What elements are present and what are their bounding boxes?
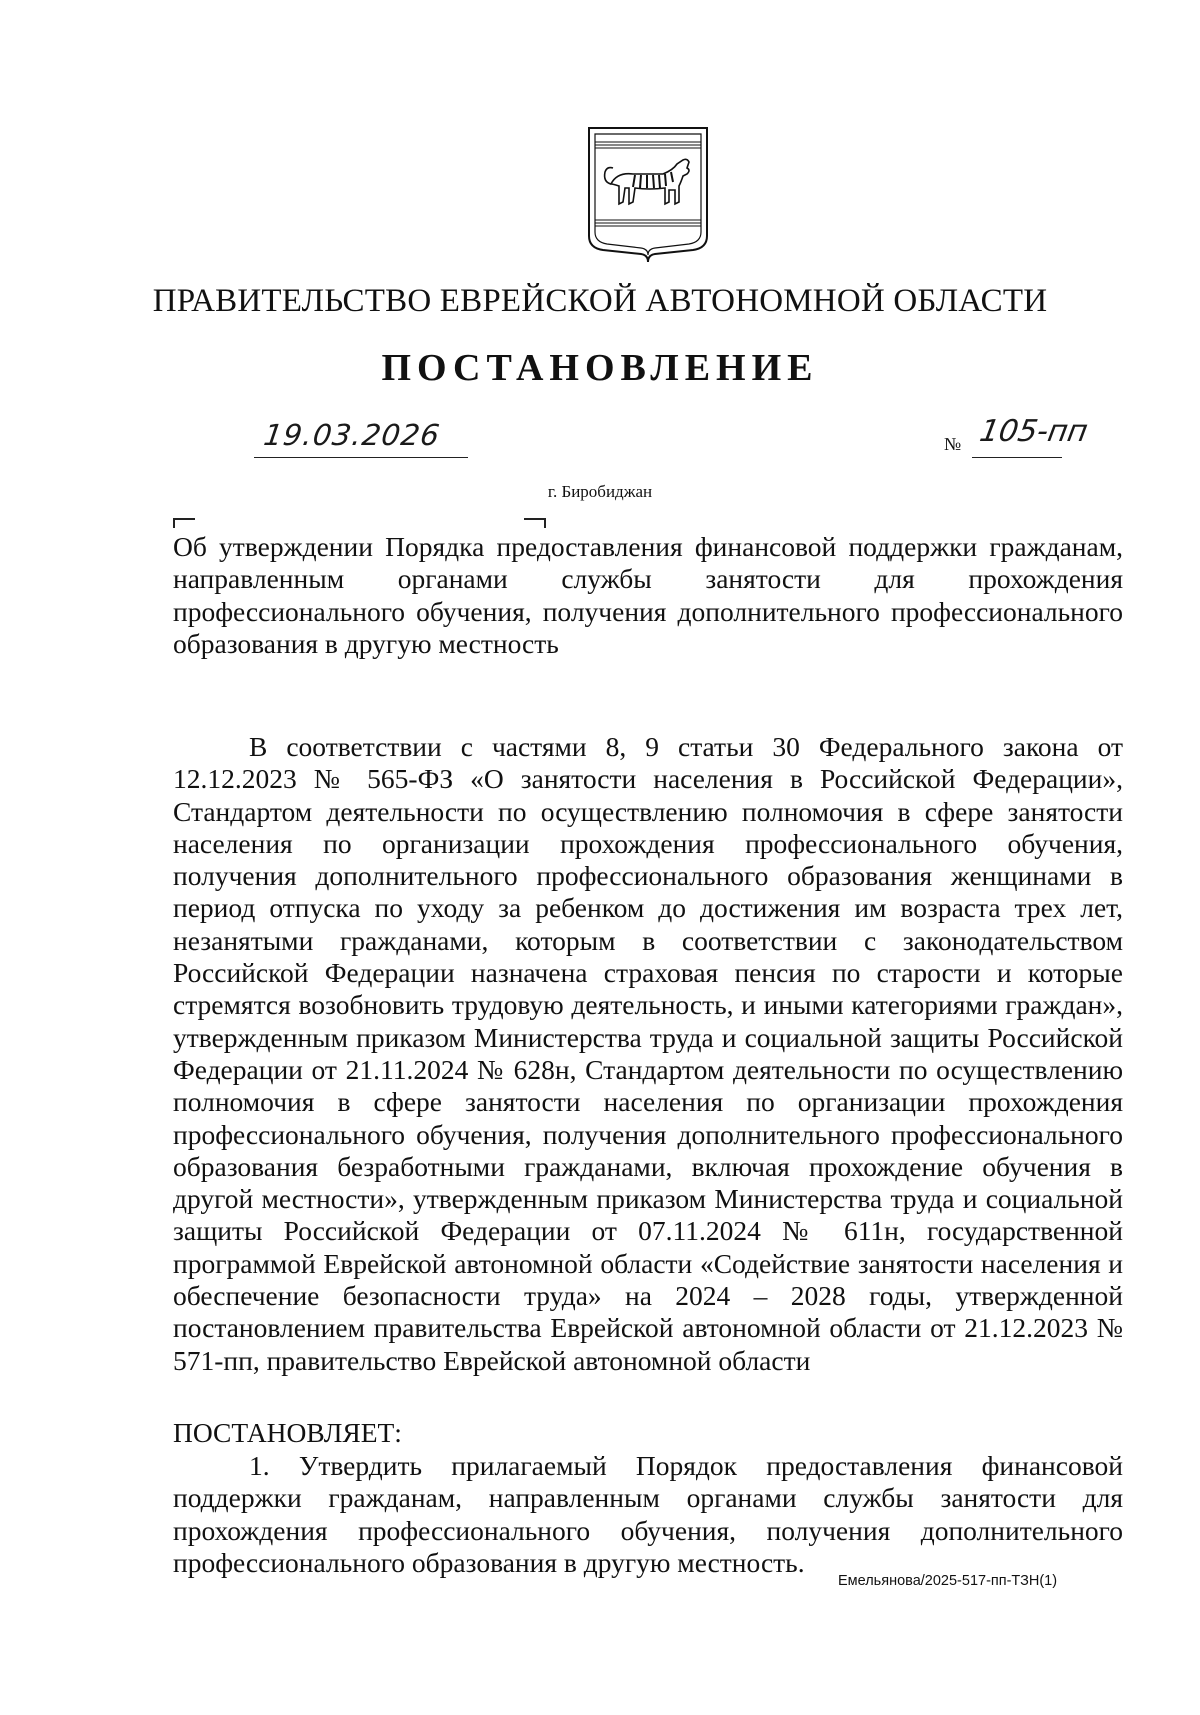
subject-corner-mark-left (173, 518, 195, 528)
number-sign: № (944, 434, 962, 454)
handwritten-number: 105-пп (976, 414, 1091, 449)
authority-title: ПРАВИТЕЛЬСТВО ЕВРЕЙСКОЙ АВТОНОМНОЙ ОБЛАСТИ (152, 283, 1048, 319)
resolution-item: 1. Утвердить прилагаемый Порядок предоставления финансовой поддержки гражданам, направленным органами службы занятости для прохождения профессионального обучения, получения дополнительного профессионального образования в другую местность. (173, 1450, 1123, 1578)
city-line: г. Биробиджан (547, 482, 653, 501)
document-type-title: ПОСТАНОВЛЕНИЕ (381, 347, 819, 389)
handwritten-date: 19.03.2026 (261, 418, 443, 452)
number-underline (972, 457, 1062, 458)
date-underline (254, 457, 468, 458)
date-field (254, 418, 468, 458)
resolve-word: ПОСТАНОВЛЯЕТ: (173, 1417, 402, 1448)
subject-corner-mark-right (524, 518, 546, 528)
tiger-coat-of-arms-icon (583, 124, 713, 264)
number-field (972, 414, 1091, 458)
preamble-paragraph: В соответствии с частями 8, 9 статьи 30 Федерального закона от 12.12.2023 № 565-ФЗ «О занятости населения в Российской Федерации», Стандартом деятельности по осуществлению полномочия в сфере занятости населения по организации прохождения профессионального обучения, получения дополнительного профессионального образования женщинами в период отпуска по уходу за ребенком до достижения им возраста трех лет, незанятыми гражданами, которым в соответствии с законодательством Российской Федерации назначена страховая пенсия по старости и которые стремятся возобновить трудовую деятельность, и иными категориями граждан», утвержденным приказом Министерства труда и социальной защиты Российской Федерации от 21.11.2024 № 628н, Стандартом деятельности по осуществлению полномочия в сфере занятости населения по организации прохождения профессионального обучения, получения дополнительного профессионального образования безработными гражданами, включая прохождение обучения в другой местности», утвержденным приказом Министерства труда и социальной защиты Российской Федерации от 07.11.2024 № 611н, государственной программой Еврейской автономной области «Содействие занятости населения и обеспечение безопасности труда» на 2024 – 2028 годы, утвержденной постановлением правительства Еврейской автономной области от 21.12.2023 № 571-пп, правительство Еврейской автономной области (173, 731, 1123, 1376)
document-subject: Об утверждении Порядка предоставления финансовой поддержки гражданам, направленным органами службы занятости для прохождения профессионального обучения, получения дополнительного профессионального образования в другую местность (173, 531, 1123, 659)
footer-registration-code: Емельянова/2025-517-пп-ТЗН(1) (838, 1573, 1058, 1589)
